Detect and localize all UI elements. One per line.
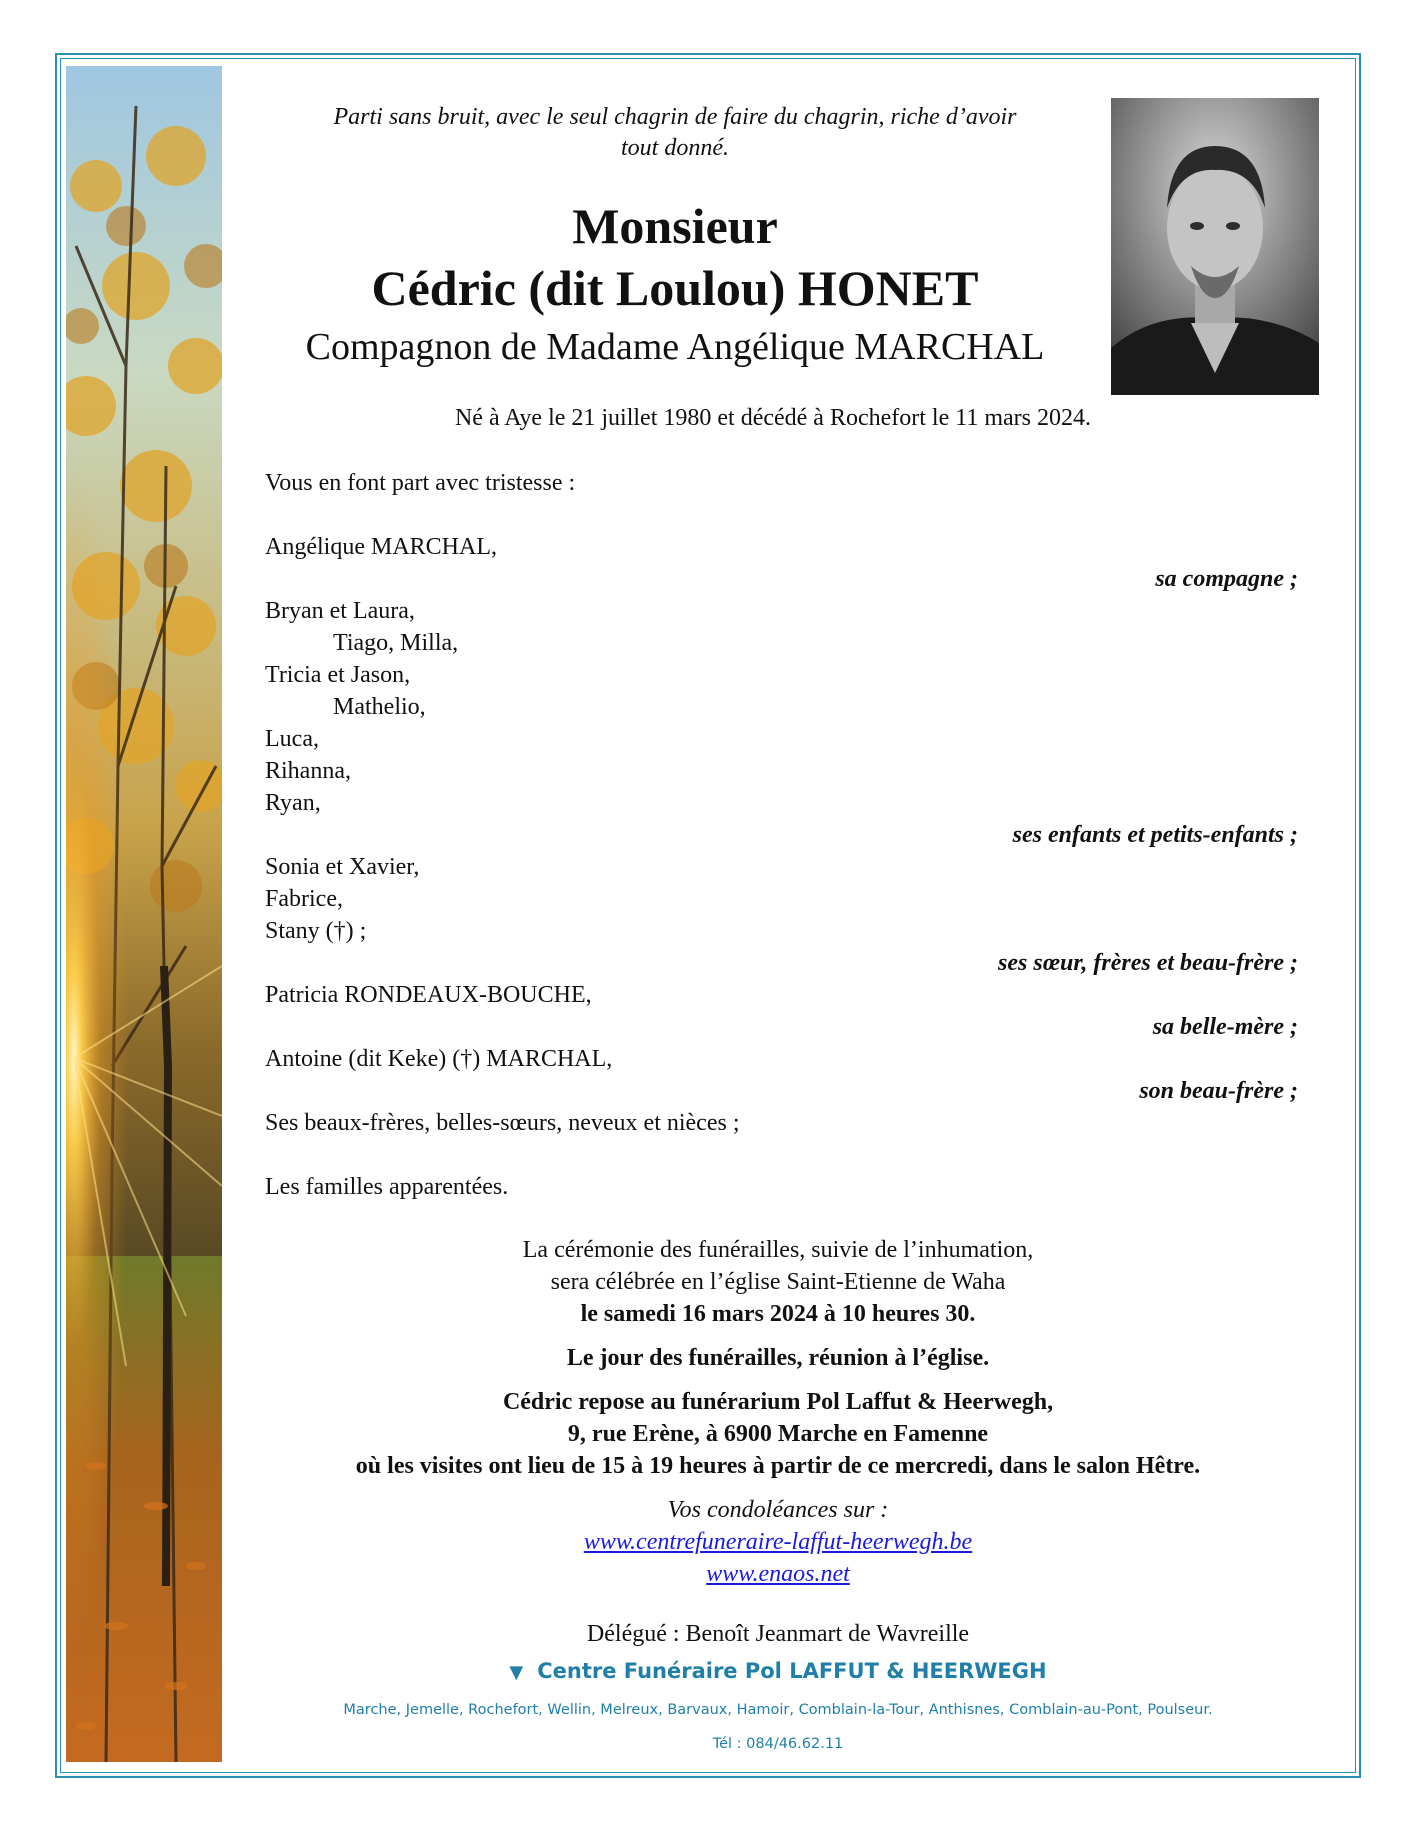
family-partner: Angélique MARCHAL, <box>265 534 497 560</box>
birth-death-line: Né à Aye le 21 juillet 1980 et décédé à Rochefort le 11 mars 2024. <box>454 405 1092 431</box>
ceremony-line-1: La cérémonie des funérailles, suivie de l’inhumation, <box>522 1237 1034 1263</box>
condolences-link-2[interactable]: www.enaos.net <box>706 1561 850 1587</box>
quote-line-2: tout donné. <box>621 135 729 161</box>
family-child: Bryan et Laura, <box>265 598 415 624</box>
family-child: Tricia et Jason, <box>265 662 411 688</box>
family-extended: Ses beaux-frères, belles-sœurs, neveux et nièces ; <box>265 1110 740 1136</box>
ceremony-line-2: sera célébrée en l’église Saint-Etienne de Waha <box>550 1269 1006 1295</box>
announce-line: Vous en font part avec tristesse : <box>265 470 576 496</box>
relation-partner: sa compagne ; <box>1155 566 1298 592</box>
relation-brother-in-law: son beau-frère ; <box>1139 1078 1298 1104</box>
condolences-link-1[interactable]: www.centrefuneraire-laffut-heerwegh.be <box>583 1529 973 1555</box>
honorific: Monsieur <box>572 198 778 254</box>
quote <box>265 102 1085 164</box>
family-sibling: Stany (†) ; <box>265 918 367 944</box>
family-child: Mathelio, <box>333 694 426 720</box>
ceremony-meeting: Le jour des funérailles, réunion à l’église. <box>566 1345 990 1371</box>
funeral-home-towns: Marche, Jemelle, Rochefort, Wellin, Melreux, Barvaux, Hamoir, Comblain-la-Tour, Anthisnes, Comblain-au-Pont, Poulseur. <box>343 1702 1213 1718</box>
family-related: Les familles apparentées. <box>265 1174 509 1200</box>
delegate-line: Délégué : Benoît Jeanmart de Wavreille <box>586 1621 970 1647</box>
subtitle: Compagnon de Madame Angélique MARCHAL <box>305 326 1045 368</box>
relation-siblings: ses sœur, frères et beau-frère ; <box>998 950 1298 976</box>
ceremony-date: le samedi 16 mars 2024 à 10 heures 30. <box>580 1301 976 1327</box>
family-sibling: Fabrice, <box>265 886 343 912</box>
portrait-photo <box>1111 98 1319 395</box>
quote-line-1: Parti sans bruit, avec le seul chagrin de faire du chagrin, riche d’avoir <box>333 104 1017 130</box>
triangle-down-icon: ▼ <box>509 1662 524 1683</box>
funeral-home-tel: Tél : 084/46.62.11 <box>712 1736 844 1752</box>
condolences-label: Vos condoléances sur : <box>667 1497 889 1523</box>
rest-line-2: 9, rue Erène, à 6900 Marche en Famenne <box>567 1421 989 1447</box>
funeral-home-name-text: Centre Funéraire Pol LAFFUT & HEERWEGH <box>537 1659 1047 1683</box>
rest-line-3: où les visites ont lieu de 15 à 19 heures à partir de ce mercredi, dans le salon Hêtre. <box>355 1453 1201 1479</box>
relation-children: ses enfants et petits-enfants ; <box>1012 822 1298 848</box>
family-child: Tiago, Milla, <box>333 630 459 656</box>
autumn-forest-image <box>66 66 222 1762</box>
family-child: Ryan, <box>265 790 321 816</box>
family-child: Rihanna, <box>265 758 351 784</box>
family-brother-in-law: Antoine (dit Keke) (†) MARCHAL, <box>265 1046 613 1072</box>
family-mother-in-law: Patricia RONDEAUX-BOUCHE, <box>265 982 592 1008</box>
family-sibling: Sonia et Xavier, <box>265 854 420 880</box>
relation-mother-in-law: sa belle-mère ; <box>1152 1014 1298 1040</box>
deceased-name: Cédric (dit Loulou) HONET <box>371 260 979 316</box>
family-child: Luca, <box>265 726 319 752</box>
funeral-home-name <box>265 1656 1291 1688</box>
rest-line-1: Cédric repose au funérarium Pol Laffut & Heerwegh, <box>502 1389 1054 1415</box>
